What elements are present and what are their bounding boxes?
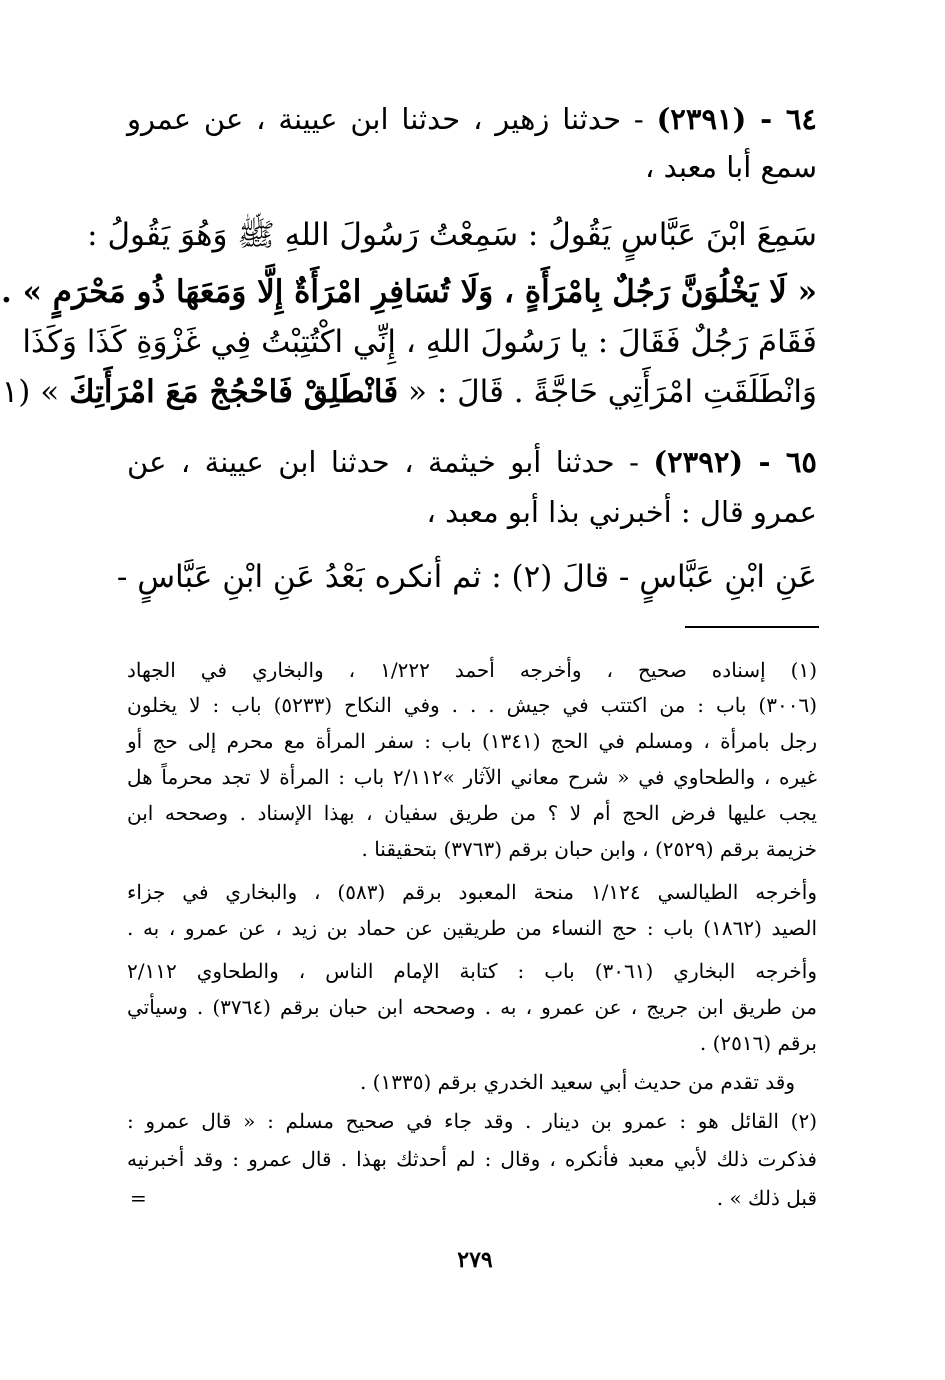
footnote-line: (٣٠٠٦) باب : من اكتتب في جيش . . . وفي النكاح (٥٢٣٣) باب : لا يخلون [127,693,818,717]
hadith-64-matn-line-3: فَقَامَ رَجُلٌ فَقَالَ : يا رَسُولَ اللهِ ، إِنِّي اكْتُتِبْتُ فِي غَزْوَةِ كَذَا وَكَذَا [22,324,817,360]
hadith-65-isnad-text: - حدثنا أبو خيثمة ، حدثنا ابن عيينة ، عن [127,445,639,479]
footnote-line: غيره ، والطحاوي في « شرح معاني الآثار »٢/١١٢ باب : المرأة لا تجد محرماً هل [127,765,818,789]
hadith-64-matn-line-4 [1,374,817,410]
hadith-64-prophetic-saying: فَانْطَلِقْ فَاحْجُجْ مَعَ امْرَأَتِكَ [69,374,399,410]
footnote-line: وقد تقدم من حديث أبي سعيد الخدري برقم (١٣٣٥) . [359,1070,795,1094]
footnote-separator [685,626,819,628]
hadith-65-isnad-line-2: عمرو قال : أخبرني بذا أبو معبد ، [426,495,817,529]
hadith-64-matn-line-4-start: وَانْطَلَقَتِ امْرَأَتِي حَاجَّةً . قَالَ : « [408,374,817,410]
hadith-64-matn-line-2: « لَا يَخْلُوَنَّ رَجُلٌ بِامْرَأَةٍ ، وَلَا تُسَافِرِ امْرَأَةٌ إِلَّا وَمَعَهَا ذُو مَحْرَمٍ » . [1,274,817,310]
continuation-mark: = [130,1186,147,1210]
footnote-line: (٢) القائل هو : عمرو بن دينار . وقد جاء في صحيح مسلم : « قال عمرو : [127,1109,817,1133]
hadith-65-number: ٦٥ - (٢٣٩٢) [653,445,818,479]
footnote-line: من طريق ابن جريج ، عن عمرو ، به . وصححه ابن حبان برقم (٣٧٦٤) . وسيأتي [127,995,817,1019]
hadith-64-isnad-line-2: سمع أبا معبد ، [645,150,817,184]
hadith-64-isnad-text: - حدثنا زهير ، حدثنا ابن عيينة ، عن عمرو [127,102,644,136]
footnote-line: يجب عليها فرض الحج أم لا ؟ من طريق سفيان ، بهذا الإسناد . وصححه ابن [127,801,817,825]
hadith-65-isnad-line-1 [127,445,818,479]
footnote-line: قبل ذلك » . [716,1186,817,1210]
hadith-65-matn-line-1: عَنِ ابْنِ عَبَّاسٍ - قالَ (٢) : ثم أنكره بَعْدُ عَنِ ابْنِ عَبَّاسٍ - [116,559,817,595]
hadith-64-isnad-line-1 [127,102,817,136]
footnote-line: الصيد (١٨٦٢) باب : حج النساء من طريقين عن حماد بن زيد ، عن عمرو ، به . [127,916,817,940]
hadith-64-number: ٦٤ - (٢٣٩١) [656,102,817,136]
footnote-line: رجل بامرأة ، ومسلم في الحج (١٣٤١) باب : سفر المرأة مع محرم إلى حج أو [127,729,817,753]
footnote-line: وأخرجه الطيالسي ١/١٢٤ منحة المعبود برقم (٥٨٣) ، والبخاري في جزاء [127,880,817,904]
hadith-64-matn-line-1: سَمِعَ ابْنَ عَبَّاسٍ يَقُولُ : سَمِعْتُ رَسُولَ اللهِ ﷺ وَهُوَ يَقُولُ : [87,217,817,253]
footnote-line: فذكرت ذلك لأبي معبد فأنكره ، وقال : لم أحدثك بهذا . قال عمرو : وقد أخبرنيه [127,1147,817,1171]
hadith-64-matn-line-4-end: » (١ [1,374,60,410]
footnote-line: خزيمة برقم (٢٥٢٩) ، وابن حبان برقم (٣٧٦٣) بتحقيقنا . [361,837,817,861]
footnote-line: وأخرجه البخاري (٣٠٦١) باب : كتابة الإمام الناس ، والطحاوي ٢/١١٢ [127,959,818,983]
page-number: ٢٧٩ [457,1247,493,1273]
footnote-line: (١) إسناده صحيح ، وأخرجه أحمد ١/٢٢٢ ، والبخاري في الجهاد [127,658,817,682]
footnote-line: برقم (٢٥١٦) . [699,1031,817,1055]
